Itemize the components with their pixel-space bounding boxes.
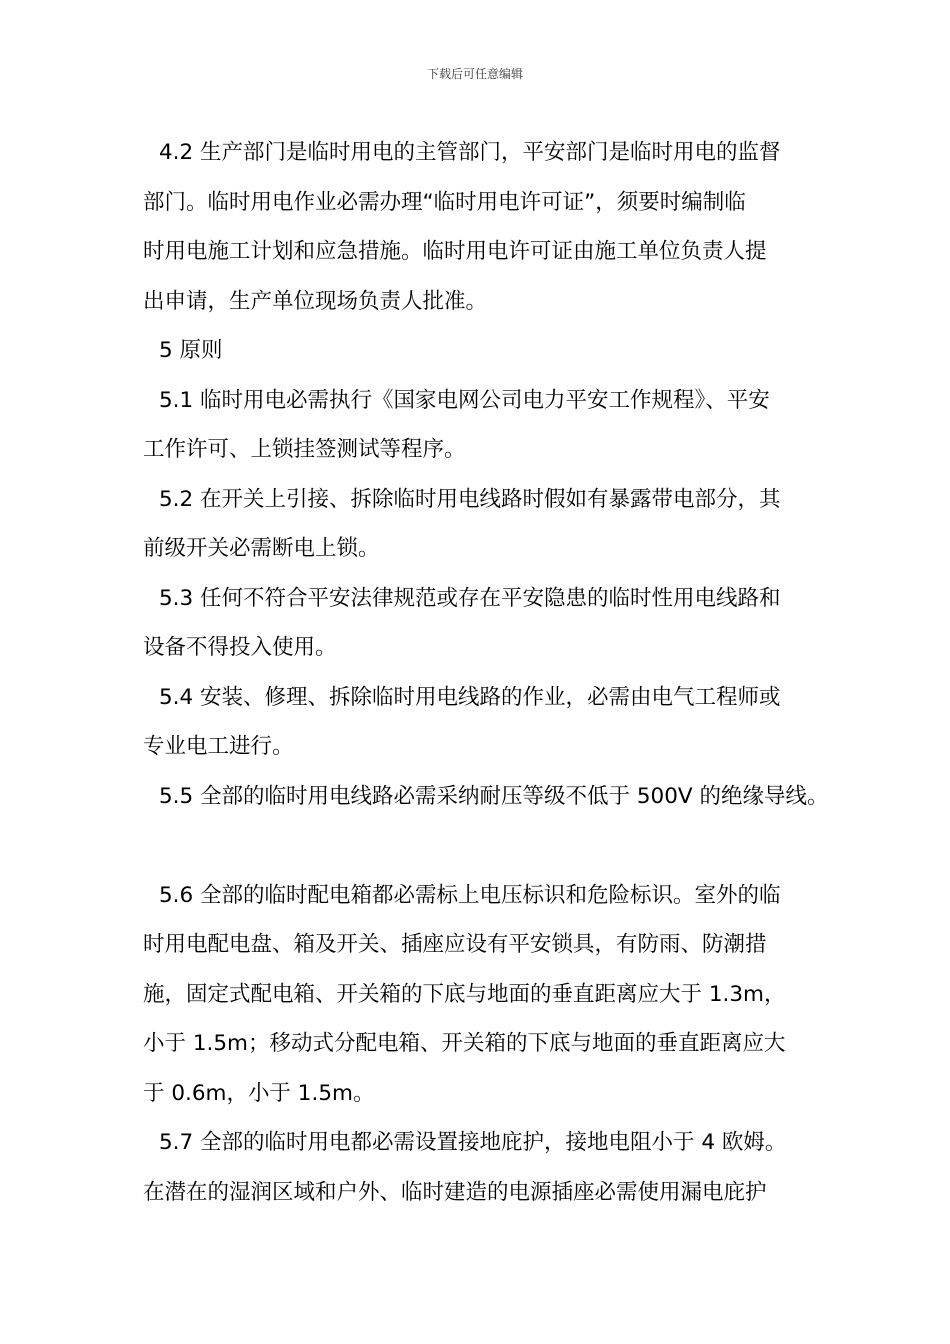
text-line: 设备不得投入使用。: [143, 635, 337, 660]
text-line: 5 原则: [159, 338, 223, 363]
text-line: 5.6 全部的临时配电箱都必需标上电压标识和危险标识。室外的临: [159, 882, 781, 908]
text-line: 出申请，生产单位现场负责人批准。: [143, 288, 488, 314]
paragraph-5-2: [143, 475, 813, 574]
text-line: 专业电工进行。: [143, 734, 294, 759]
text-line: 在潜在的湿润区域和户外、临时建造的电源插座必需使用漏电庇护: [143, 1179, 767, 1205]
text-line: 时用电配电盘、箱及开关、插座应设有平安锁具，有防雨、防潮措: [143, 932, 767, 957]
paragraph-5-5: [143, 772, 829, 822]
text-line: 时用电施工计划和应急措施。临时用电许可证由施工单位负责人提: [143, 239, 767, 264]
text-line: 于 0.6m，小于 1.5m。: [143, 1080, 375, 1106]
text-line: 5.3 任何不符合平安法律规范或存在平安隐患的临时性用电线路和: [159, 585, 781, 611]
blank-line: [143, 821, 813, 871]
section-heading-5: [143, 326, 813, 376]
paragraph-4-2: [143, 128, 813, 326]
document-body: [143, 128, 829, 1217]
paragraph-5-1: [143, 376, 813, 475]
text-line: 前级开关必需断电上锁。: [143, 536, 380, 561]
text-line: 5.5 全部的临时用电线路必需采纳耐压等级不低于 500V 的绝缘导线。: [159, 783, 829, 809]
text-line: 部门。临时用电作业必需办理“临时用电许可证”，须要时编制临: [143, 189, 746, 215]
text-line: 5.2 在开关上引接、拆除临时用电线路时假如有暴露带电部分，其: [159, 486, 781, 512]
paragraph-5-4: [143, 673, 813, 772]
text-line: 5.1 临时用电必需执行《国家电网公司电力平安工作规程》、平安: [159, 387, 770, 413]
text-line: 5.7 全部的临时用电都必需设置接地庇护，接地电阻小于 4 欧姆。: [159, 1130, 787, 1155]
text-line: 工作许可、上锁挂签测试等程序。: [143, 437, 466, 462]
text-line: 5.4 安装、修理、拆除临时用电线路的作业，必需由电气工程师或: [159, 684, 781, 710]
paragraph-5-3: [143, 574, 813, 673]
paragraph-5-6: [143, 871, 813, 1119]
text-line: 小于 1.5m；移动式分配电箱、开关箱的下底与地面的垂直距离应大: [143, 1031, 786, 1056]
paragraph-5-7: [143, 1118, 813, 1217]
text-line: 4.2 生产部门是临时用电的主管部门，平安部门是临时用电的监督: [159, 140, 781, 165]
text-line: 施，固定式配电箱、开关箱的下底与地面的垂直距离应大于 1.3m，: [143, 981, 786, 1007]
page-header-note: 下载后可任意编辑: [426, 67, 523, 81]
